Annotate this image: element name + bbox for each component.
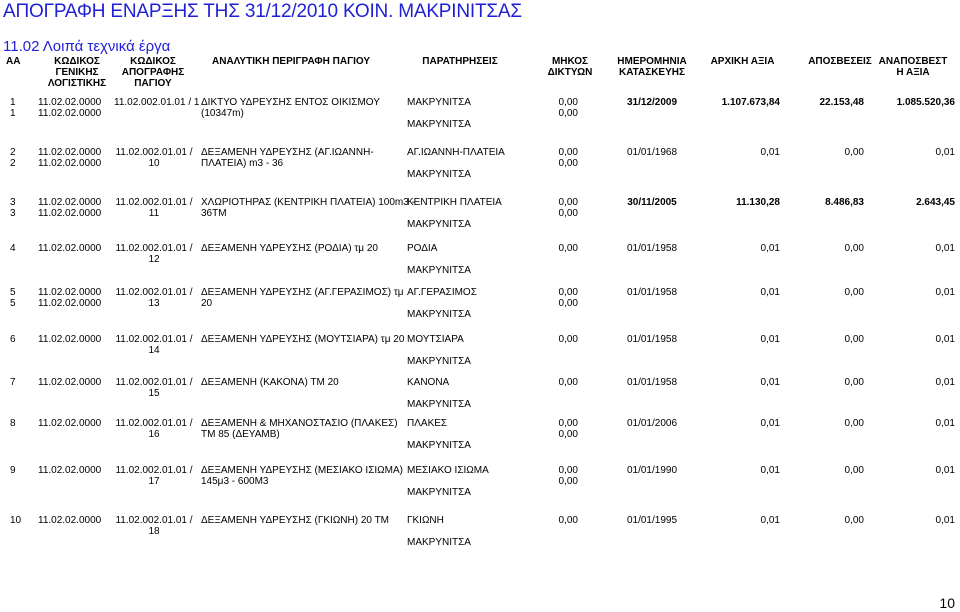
column-header-line: ΗΜΕΡΟΜΗΝΙΑ <box>617 56 687 67</box>
row-length <box>530 465 578 487</box>
row-length <box>530 197 578 219</box>
row-length-line: 0,00 <box>558 429 578 440</box>
row-aa-line: 1 <box>10 108 16 119</box>
row-initial-value: 0,01 <box>760 465 780 476</box>
col-inventory-code-header <box>114 56 192 89</box>
row-construction-date: 31/12/2009 <box>626 97 678 108</box>
row-notes <box>407 334 527 367</box>
row-inventory-code-line: 15 <box>148 388 160 399</box>
row-length-line: 0,00 <box>558 465 578 476</box>
row-inventory-code <box>114 287 194 309</box>
row-inventory-code-line: 11.02.002.01.01 / <box>115 465 193 476</box>
row-length-line: 0,00 <box>558 298 578 309</box>
row-length-line: 0,00 <box>558 147 578 158</box>
row-inventory-code <box>114 97 200 108</box>
row-net-value: 0,01 <box>935 418 955 429</box>
row-construction-date: 01/01/1958 <box>626 334 678 345</box>
row-gl-code <box>38 334 112 345</box>
row-aa-line: 5 <box>10 298 16 309</box>
row-net-value: 0,01 <box>935 334 955 345</box>
row-description-line: 20 <box>201 298 213 309</box>
row-depreciation: 0,00 <box>844 377 864 388</box>
row-initial-value: 0,01 <box>760 287 780 298</box>
table-row <box>0 334 960 374</box>
row-description-line: ΔΕΞΑΜΕΝΗ ΥΔΡΕΥΣΗΣ (ΜΟΥΤΣΙΑΡΑ) τμ 20 <box>201 334 405 345</box>
row-inventory-code <box>114 147 194 169</box>
row-notes <box>407 515 527 548</box>
row-initial-value: 1.107.673,84 <box>721 97 780 108</box>
row-gl-code <box>38 243 112 254</box>
row-length-line: 0,00 <box>558 476 578 487</box>
row-aa <box>10 97 34 119</box>
row-gl-code-line: 11.02.02.0000 <box>38 243 102 254</box>
row-notes <box>407 287 527 320</box>
row-construction-date: 01/01/2006 <box>626 418 678 429</box>
row-description-line: ΤΜ 85 (ΔΕΥΑΜΒ) <box>201 429 280 440</box>
row-gl-code <box>38 377 112 388</box>
column-header-line: ΛΟΓΙΣΤΙΚΗΣ <box>47 78 107 89</box>
row-length <box>530 377 578 388</box>
row-depreciation: 0,00 <box>844 465 864 476</box>
row-initial-value: 0,01 <box>760 334 780 345</box>
row-inventory-code-line: 11.02.002.01.01 / <box>115 243 193 254</box>
row-initial-value: 11.130,28 <box>736 197 780 208</box>
row-length-line: 0,00 <box>558 377 578 388</box>
column-header-line: ΑΝΑΛΥΤΙΚΗ ΠΕΡΙΓΡΑΦΗ ΠΑΓΙΟΥ <box>212 56 371 67</box>
row-description-line: ΔΕΞΑΜΕΝΗ ΥΔΡΕΥΣΗΣ (ΑΓ.ΓΕΡΑΣΙΜΟΣ) τμ <box>201 287 404 298</box>
row-construction-date: 01/01/1958 <box>626 377 678 388</box>
row-aa-line: 1 <box>10 97 16 108</box>
row-length-line: 0,00 <box>558 334 578 345</box>
column-header-line: ΚΩΔΙΚΟΣ <box>54 56 100 67</box>
row-notes <box>407 465 527 498</box>
row-depreciation: 8.486,83 <box>825 197 864 208</box>
table-row <box>0 97 960 137</box>
row-notes-line <box>407 429 527 440</box>
row-initial-value: 0,01 <box>760 418 780 429</box>
row-length <box>530 147 578 169</box>
row-inventory-code-line: 12 <box>148 254 160 265</box>
col-aa-header <box>6 56 32 67</box>
row-description-line: 36ΤΜ <box>201 208 227 219</box>
row-aa-line: 8 <box>10 418 16 429</box>
row-initial-value: 0,01 <box>760 377 780 388</box>
row-depreciation: 0,00 <box>844 147 864 158</box>
row-inventory-code <box>114 515 194 537</box>
row-net-value: 0,01 <box>935 147 955 158</box>
row-gl-code-line: 11.02.02.0000 <box>38 158 102 169</box>
row-gl-code-line: 11.02.02.0000 <box>38 465 102 476</box>
row-depreciation: 0,00 <box>844 334 864 345</box>
row-notes-line <box>407 345 527 356</box>
row-notes-line: ΠΛΑΚΕΣ <box>407 418 448 429</box>
row-length-line: 0,00 <box>558 243 578 254</box>
row-length-line: 0,00 <box>558 97 578 108</box>
row-aa-line: 6 <box>10 334 16 345</box>
row-initial-value: 0,01 <box>760 243 780 254</box>
row-inventory-code-line: 17 <box>148 476 160 487</box>
row-description-line: ΔΕΞΑΜΕΝΗ ΥΔΡΕΥΣΗΣ (ΑΓ.ΙΩΑΝΝΗ- <box>201 147 374 158</box>
row-aa-line: 3 <box>10 197 16 208</box>
row-gl-code-line: 11.02.02.0000 <box>38 377 102 388</box>
row-notes-line <box>407 476 527 487</box>
row-depreciation: 0,00 <box>844 418 864 429</box>
row-construction-date: 30/11/2005 <box>627 197 677 208</box>
row-notes-line: ΜΕΣΙΑΚΟ ΙΣΙΩΜΑ <box>407 465 489 476</box>
row-notes <box>407 377 527 410</box>
row-depreciation: 0,00 <box>844 243 864 254</box>
row-inventory-code <box>114 197 194 219</box>
column-header-line: ΑΝΑΠΟΣΒΕΣΤ <box>878 56 948 67</box>
row-gl-code <box>38 287 112 309</box>
row-notes-line: ΜΑΚΡΥΝΙΤΣΑ <box>407 356 471 367</box>
row-notes-line: ΜΑΚΡΥΝΙΤΣΑ <box>407 97 471 108</box>
row-description-line: ΔΕΞΑΜΕΝΗ ΥΔΡΕΥΣΗΣ (ΓΚΙΩΝΗ) 20 ΤΜ <box>201 515 390 526</box>
row-aa <box>10 243 34 254</box>
row-description-line: ΧΛΩΡΙΟΤΗΡΑΣ (ΚΕΝΤΡΙΚΗ ΠΛΑΤΕΙΑ) 100m3 - <box>201 197 415 208</box>
row-aa <box>10 418 34 429</box>
row-description-line: ΔΕΞΑΜΕΝΗ ΥΔΡΕΥΣΗΣ (ΡΟΔΙΑ) τμ 20 <box>201 243 378 254</box>
row-notes-line: ΜΑΚΡΥΝΙΤΣΑ <box>407 219 471 230</box>
row-description <box>201 465 406 487</box>
row-net-value: 0,01 <box>935 465 955 476</box>
row-length-line: 0,00 <box>558 158 578 169</box>
row-description-line: 145μ3 - 600Μ3 <box>201 476 269 487</box>
row-notes-line: ΑΓ.ΙΩΑΝΝΗ-ΠΛΑΤΕΙΑ <box>407 147 505 158</box>
row-gl-code-line: 11.02.02.0000 <box>38 208 102 219</box>
row-notes-line: ΜΑΚΡΥΝΙΤΣΑ <box>407 399 471 410</box>
row-aa-line: 4 <box>10 243 16 254</box>
row-inventory-code-line: 11.02.002.01.01 / <box>115 334 193 345</box>
row-description <box>201 243 406 254</box>
row-gl-code-line: 11.02.02.0000 <box>38 108 102 119</box>
row-notes-line: ΜΑΚΡΥΝΙΤΣΑ <box>407 440 471 451</box>
row-aa-line: 9 <box>10 465 16 476</box>
row-inventory-code-line: 13 <box>148 298 160 309</box>
row-inventory-code-line: 11.02.002.01.01 / <box>115 377 193 388</box>
row-gl-code <box>38 197 112 219</box>
row-inventory-code-line: 11.02.002.01.01 / <box>115 418 193 429</box>
row-gl-code <box>38 147 112 169</box>
report-title: ΑΠΟΓΡΑΦΗ ΕΝΑΡΞΗΣ ΤΗΣ 31/12/2010 ΚΟΙΝ. ΜΑΚΡΙΝΙΤΣΑΣ <box>3 0 958 25</box>
row-aa-line: 10 <box>10 515 22 526</box>
row-construction-date: 01/01/1958 <box>626 287 678 298</box>
row-description <box>201 418 406 440</box>
row-inventory-code-line: 18 <box>148 526 160 537</box>
row-gl-code-line: 11.02.02.0000 <box>38 197 102 208</box>
table-row <box>0 287 960 327</box>
table-row <box>0 197 960 237</box>
column-header-line: ΑΡΧΙΚΗ ΑΞΙΑ <box>710 56 775 67</box>
row-description-line: (10347m) <box>201 108 244 119</box>
row-aa-line: 2 <box>10 147 16 158</box>
row-initial-value: 0,01 <box>760 515 780 526</box>
table-row <box>0 418 960 458</box>
col-notes-header <box>410 56 510 67</box>
row-length <box>530 243 578 254</box>
row-aa <box>10 287 34 309</box>
row-notes-line: ΜΑΚΡΥΝΙΤΣΑ <box>407 537 471 548</box>
row-length <box>530 418 578 440</box>
column-header-line: ΚΩΔΙΚΟΣ <box>130 56 176 67</box>
row-notes <box>407 147 527 180</box>
column-header-line: ΜΗΚΟΣ <box>551 56 589 67</box>
row-notes-line: ΜΑΚΡΥΝΙΤΣΑ <box>407 119 471 130</box>
row-notes-line: ΜΑΚΡΥΝΙΤΣΑ <box>407 169 471 180</box>
row-net-value: 0,01 <box>935 377 955 388</box>
row-net-value: 0,01 <box>935 515 955 526</box>
row-inventory-code <box>114 243 194 265</box>
row-notes-line: ΓΚΙΩΝΗ <box>407 515 444 526</box>
row-depreciation: 22.153,48 <box>819 97 864 108</box>
row-description <box>201 147 406 169</box>
row-inventory-code-line: 11 <box>148 208 160 219</box>
row-gl-code-line: 11.02.02.0000 <box>38 97 102 108</box>
column-header-line: ΓΕΝΙΚΗΣ <box>55 67 99 78</box>
row-gl-code-line: 11.02.02.0000 <box>38 147 102 158</box>
row-construction-date: 01/01/1958 <box>626 243 678 254</box>
column-header-line: ΑΑ <box>6 56 21 67</box>
col-description-header <box>212 56 407 67</box>
row-gl-code-line: 11.02.02.0000 <box>38 287 102 298</box>
table-row <box>0 147 960 187</box>
table-row <box>0 515 960 555</box>
row-inventory-code <box>114 465 194 487</box>
row-depreciation: 0,00 <box>844 287 864 298</box>
row-aa-line: 5 <box>10 287 16 298</box>
col-date-header <box>612 56 692 78</box>
column-header-line: Η ΑΞΙΑ <box>896 67 930 78</box>
row-description <box>201 97 406 119</box>
row-inventory-code-line: 11.02.002.01.01 / <box>115 515 193 526</box>
row-gl-code-line: 11.02.02.0000 <box>38 334 102 345</box>
row-gl-code-line: 11.02.02.0000 <box>38 418 102 429</box>
page-number: 10 <box>939 595 955 611</box>
row-notes-line <box>407 388 527 399</box>
row-notes-line: ΑΓ.ΓΕΡΑΣΙΜΟΣ <box>407 287 477 298</box>
row-length-line: 0,00 <box>558 197 578 208</box>
row-length <box>530 287 578 309</box>
col-length-header <box>545 56 595 78</box>
row-net-value: 0,01 <box>935 243 955 254</box>
row-length-line: 0,00 <box>558 208 578 219</box>
column-header-line: ΔΙΚΤΥΩΝ <box>547 67 593 78</box>
row-notes-line: ΜΟΥΤΣΙΑΡΑ <box>407 334 464 345</box>
row-notes-line <box>407 158 527 169</box>
row-aa <box>10 515 34 526</box>
row-construction-date: 01/01/1995 <box>626 515 678 526</box>
column-header-line: ΑΠΟΓΡΑΦΗΣ <box>121 67 185 78</box>
row-notes-line <box>407 108 527 119</box>
category-title: 11.02 Λοιπά τεχνικά έργα <box>3 38 171 55</box>
row-description-line: ΠΛΑΤΕΙΑ) m3 - 36 <box>201 158 284 169</box>
row-aa-line: 7 <box>10 377 16 388</box>
row-notes-line <box>407 298 527 309</box>
row-description-line: ΔΕΞΑΜΕΝΗ ΥΔΡΕΥΣΗΣ (ΜΕΣΙΑΚΟ ΙΣΙΩΜΑ) <box>201 465 403 476</box>
row-length <box>530 515 578 526</box>
row-inventory-code-line: 14 <box>148 345 160 356</box>
row-aa <box>10 147 34 169</box>
row-notes-line: ΜΑΚΡΥΝΙΤΣΑ <box>407 487 471 498</box>
row-net-value: 2.643,45 <box>916 197 955 208</box>
row-gl-code-line: 11.02.02.0000 <box>38 298 102 309</box>
column-header-line: ΠΑΡΑΤΗΡΗΣΕΙΣ <box>422 56 498 67</box>
row-notes-line: ΚΕΝΤΡΙΚΗ ΠΛΑΤΕΙΑ <box>407 197 502 208</box>
row-notes <box>407 418 527 451</box>
row-inventory-code <box>114 334 194 356</box>
row-aa <box>10 197 34 219</box>
row-gl-code <box>38 515 112 526</box>
row-gl-code <box>38 465 112 476</box>
row-construction-date: 01/01/1968 <box>626 147 678 158</box>
row-notes <box>407 97 527 130</box>
row-notes-line: ΡΟΔΙΑ <box>407 243 438 254</box>
row-length <box>530 97 578 119</box>
row-gl-code <box>38 418 112 429</box>
row-notes-line <box>407 208 527 219</box>
row-description <box>201 377 406 388</box>
row-length-line: 0,00 <box>558 515 578 526</box>
row-inventory-code-line: 11.02.002.01.01 / 1 <box>114 97 200 108</box>
row-aa <box>10 465 34 476</box>
table-row <box>0 377 960 417</box>
row-inventory-code-line: 11.02.002.01.01 / <box>115 197 193 208</box>
row-inventory-code <box>114 377 194 399</box>
column-header-line: ΠΑΓΙΟΥ <box>134 78 172 89</box>
row-length <box>530 334 578 345</box>
table-row <box>0 243 960 283</box>
row-construction-date: 01/01/1990 <box>626 465 678 476</box>
row-length-line: 0,00 <box>558 418 578 429</box>
row-length-line: 0,00 <box>558 287 578 298</box>
table-row <box>0 465 960 505</box>
row-net-value: 1.085.520,36 <box>896 97 955 108</box>
row-description-line: ΔΙΚΤΥΟ ΥΔΡΕΥΣΗΣ ΕΝΤΟΣ ΟΙΚΙΣΜΟΥ <box>201 97 380 108</box>
column-header-line: ΑΠΟΣΒΕΣΕΙΣ <box>808 56 872 67</box>
row-notes-line: ΜΑΚΡΥΝΙΤΣΑ <box>407 309 471 320</box>
row-notes-line: ΚΑΝΟΝΑ <box>407 377 450 388</box>
row-inventory-code-line: 11.02.002.01.01 / <box>115 147 193 158</box>
row-description <box>201 287 406 309</box>
row-notes <box>407 197 527 230</box>
row-gl-code <box>38 97 112 119</box>
row-notes-line <box>407 254 527 265</box>
row-inventory-code-line: 16 <box>148 429 160 440</box>
row-inventory-code-line: 10 <box>148 158 160 169</box>
row-net-value: 0,01 <box>935 287 955 298</box>
row-description <box>201 334 406 345</box>
col-initial-value-header <box>700 56 785 67</box>
column-header-line: ΚΑΤΑΣΚΕΥΗΣ <box>619 67 685 78</box>
row-depreciation: 0,00 <box>844 515 864 526</box>
col-net-value-header <box>865 56 960 78</box>
row-description-line: ΔΕΞΑΜΕΝΗ (ΚΑΚΟΝΑ) ΤΜ 20 <box>201 377 339 388</box>
row-aa-line: 3 <box>10 208 16 219</box>
row-inventory-code <box>114 418 194 440</box>
row-aa-line: 2 <box>10 158 16 169</box>
row-description <box>201 197 415 219</box>
row-description-line: ΔΕΞΑΜΕΝΗ & ΜΗΧΑΝΟΣΤΑΣΙΟ (ΠΛΑΚΕΣ) <box>201 418 398 429</box>
row-notes-line <box>407 526 527 537</box>
row-gl-code-line: 11.02.02.0000 <box>38 515 102 526</box>
col-gl-code-header <box>40 56 114 89</box>
row-aa <box>10 377 34 388</box>
row-length-line: 0,00 <box>558 108 578 119</box>
row-inventory-code-line: 11.02.002.01.01 / <box>115 287 193 298</box>
row-description <box>201 515 406 526</box>
row-notes <box>407 243 527 276</box>
row-aa <box>10 334 34 345</box>
row-notes-line: ΜΑΚΡΥΝΙΤΣΑ <box>407 265 471 276</box>
row-initial-value: 0,01 <box>760 147 780 158</box>
